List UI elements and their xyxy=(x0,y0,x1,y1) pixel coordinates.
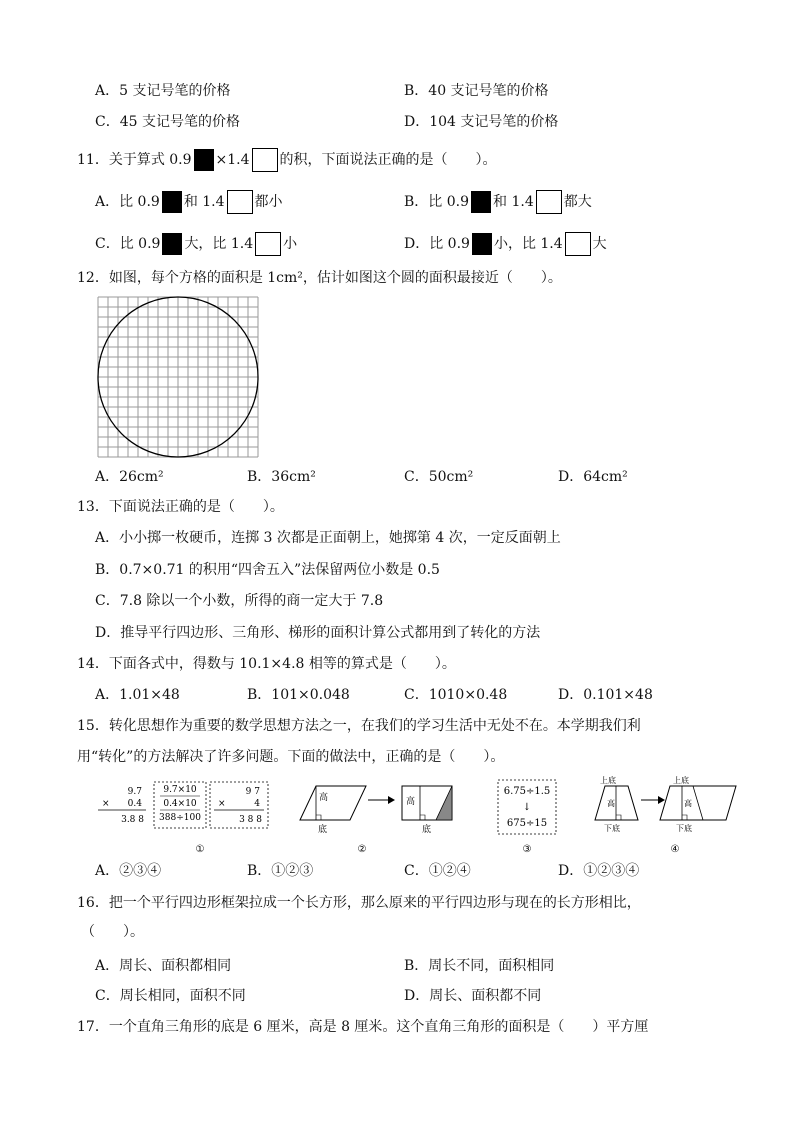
fig1-label: ① xyxy=(195,844,205,855)
grid-lines xyxy=(98,297,258,457)
q11-d-post: 大 xyxy=(592,236,607,252)
fig2-arrowhead xyxy=(388,796,395,804)
fig3-line1: 6.75÷1.5 xyxy=(503,786,551,797)
q14-option-a[interactable]: A．1.01×48 xyxy=(95,687,180,703)
hidden-digit-block xyxy=(194,149,214,171)
q13-option-b[interactable]: B．0.7×0.71 的积用“四舍五入”法保留两位小数是 0.5 xyxy=(95,562,440,578)
hidden-digit-block xyxy=(162,233,182,255)
fig3-line2: 675÷15 xyxy=(506,818,548,829)
q15-figures xyxy=(90,774,750,858)
q11-c-pre: C．比 0.9 xyxy=(95,236,161,252)
fig4-top2: 上底 xyxy=(673,776,689,785)
q13-option-a[interactable]: A．小小掷一枚硬币，连掷 3 次都是正面朝上，她掷第 4 次，一定反面朝上 xyxy=(95,530,561,546)
q11-stem-post: 的积，下面说法正确的是（ ）。 xyxy=(279,152,497,168)
q14-option-b[interactable]: B．101×0.048 xyxy=(247,687,350,703)
q15-option-c[interactable]: C．①②④ xyxy=(404,863,471,879)
q11-b-pre: B．比 0.9 xyxy=(404,194,470,210)
q16-stem-line2: （ ）。 xyxy=(81,924,144,940)
fig4-right-angle-2 xyxy=(682,815,687,820)
q12-option-b[interactable]: B．36cm² xyxy=(247,469,316,485)
q11-a-post: 都小 xyxy=(254,194,283,210)
fig4-split-line xyxy=(693,786,703,820)
q11-option-b[interactable] xyxy=(404,190,592,214)
fig4-bot2: 下底 xyxy=(676,824,692,833)
fig1-r-top: 9 7 xyxy=(245,787,260,797)
q16-option-d[interactable]: D．周长、面积都不同 xyxy=(404,988,542,1004)
q11-a-pre: A．比 0.9 xyxy=(95,194,160,210)
figure-3-division xyxy=(498,780,556,855)
q11-b-mid: 和 1.4 xyxy=(493,194,534,210)
blank-digit-box xyxy=(255,232,281,256)
q15-stem-line2: 用“转化”的方法解决了许多问题。下面的做法中，正确的是（ ）。 xyxy=(77,749,505,765)
q13-option-d[interactable]: D．推导平行四边形、三角形、梯形的面积计算公式都用到了转化的方法 xyxy=(95,625,541,641)
hidden-digit-block xyxy=(471,191,491,213)
q12-option-d[interactable]: D．64cm² xyxy=(558,469,628,485)
blank-digit-box xyxy=(252,148,278,172)
q10-option-b[interactable]: B．40 支记号笔的价格 xyxy=(404,83,549,99)
fig2-h1: 高 xyxy=(319,793,329,803)
fig4-arrowhead xyxy=(658,796,665,804)
q13-option-c[interactable]: C．7.8 除以一个小数，所得的商一定大于 7.8 xyxy=(95,593,384,609)
fig4-top1: 上底 xyxy=(600,776,616,785)
q13-stem: 13．下面说法正确的是（ ）。 xyxy=(77,499,284,515)
q11-b-post: 都大 xyxy=(563,194,592,210)
q10-option-c[interactable]: C．45 支记号笔的价格 xyxy=(95,114,240,130)
figure-2-parallelogram xyxy=(300,786,452,855)
q11-stem xyxy=(77,148,497,172)
q11-d-pre: D．比 0.9 xyxy=(404,236,470,252)
fig4-right-angle xyxy=(616,815,621,820)
fig1-r-second: 4 xyxy=(254,799,260,809)
fig2-moved-triangle xyxy=(436,786,452,820)
blank-digit-box xyxy=(565,232,591,256)
fig4-label: ④ xyxy=(670,844,680,855)
q16-option-c[interactable]: C．周长相同，面积不同 xyxy=(95,988,246,1004)
q14-option-d[interactable]: D．0.101×48 xyxy=(558,687,653,703)
hidden-digit-block xyxy=(472,233,492,255)
fig3-arrow: ↓ xyxy=(522,802,532,813)
fig2-right-angle xyxy=(316,815,321,820)
q16-stem-line1: 16．把一个平行四边形框架拉成一个长方形，那么原来的平行四边形与现在的长方形相比， xyxy=(77,895,641,911)
q12-stem: 12．如图，每个方格的面积是 1cm²，估计如图这个圆的面积最接近（ ）。 xyxy=(77,270,562,286)
figure-1-multiplication xyxy=(98,782,268,855)
fig2-label: ② xyxy=(357,844,367,855)
fig4-h1: 高 xyxy=(607,799,615,808)
fig2-parallelogram xyxy=(300,786,366,820)
q15-option-b[interactable]: B．①②③ xyxy=(247,863,314,879)
figure-4-trapezoid xyxy=(595,775,736,855)
fig1-mul: × xyxy=(102,799,110,809)
q14-option-c[interactable]: C．1010×0.48 xyxy=(404,687,508,703)
q11-option-d[interactable] xyxy=(404,232,607,256)
q17-stem: 17．一个直角三角形的底是 6 厘米，高是 8 厘米。这个直角三角形的面积是（ ）平方厘 xyxy=(77,1019,649,1035)
fig1-b2: 0.4×10 xyxy=(163,799,197,809)
q11-stem-pre: 11．关于算式 0.9 xyxy=(77,152,192,168)
q11-c-post: 小 xyxy=(283,236,298,252)
q11-d-mid: 小，比 1.4 xyxy=(493,236,563,252)
fig1-result: 3.8 8 xyxy=(121,815,144,825)
fig2-h2: 高 xyxy=(406,797,416,807)
q10-option-a[interactable]: A．5 支记号笔的价格 xyxy=(95,83,231,99)
q16-option-a[interactable]: A．周长、面积都相同 xyxy=(95,958,232,974)
q15-option-a[interactable]: A．②③④ xyxy=(95,863,162,879)
blank-digit-box xyxy=(227,190,253,214)
q12-option-c[interactable]: C．50cm² xyxy=(404,469,474,485)
q11-stem-mid: ×1.4 xyxy=(215,152,250,168)
q11-a-mid: 和 1.4 xyxy=(183,194,225,210)
fig1-top: 9.7 xyxy=(127,787,142,797)
fig4-h2: 高 xyxy=(684,799,692,808)
q15-option-d[interactable]: D．①②③④ xyxy=(558,863,640,879)
fig1-b1: 9.7×10 xyxy=(163,785,197,795)
q11-option-c[interactable] xyxy=(95,232,297,256)
q14-stem: 14．下面各式中，得数与 10.1×4.8 相等的算式是（ ）。 xyxy=(77,656,456,672)
fig1-second: 0.4 xyxy=(127,799,142,809)
hidden-digit-block xyxy=(162,191,182,213)
q15-stem-line1: 15．转化思想作为重要的数学思想方法之一，在我们的学习生活中无处不在。本学期我们利 xyxy=(77,718,641,734)
blank-digit-box xyxy=(536,190,562,214)
q12-option-a[interactable]: A．26cm² xyxy=(95,469,164,485)
fig3-label: ③ xyxy=(522,844,532,855)
fig2-base2: 底 xyxy=(422,825,432,835)
fig2-right-angle-2 xyxy=(420,815,425,820)
q16-option-b[interactable]: B．周长不同，面积相同 xyxy=(404,958,555,974)
q11-c-mid: 大，比 1.4 xyxy=(184,236,254,252)
fig2-base1: 底 xyxy=(318,825,328,835)
grid-circle-figure xyxy=(96,295,260,459)
fig4-bot1: 下底 xyxy=(604,824,620,833)
q11-option-a[interactable] xyxy=(95,190,283,214)
fig1-r-result: 3 8 8 xyxy=(239,815,262,825)
fig1-r-mul: × xyxy=(218,799,226,809)
q10-option-d[interactable]: D．104 支记号笔的价格 xyxy=(404,114,559,130)
fig1-b3: 388÷100 xyxy=(159,813,201,823)
